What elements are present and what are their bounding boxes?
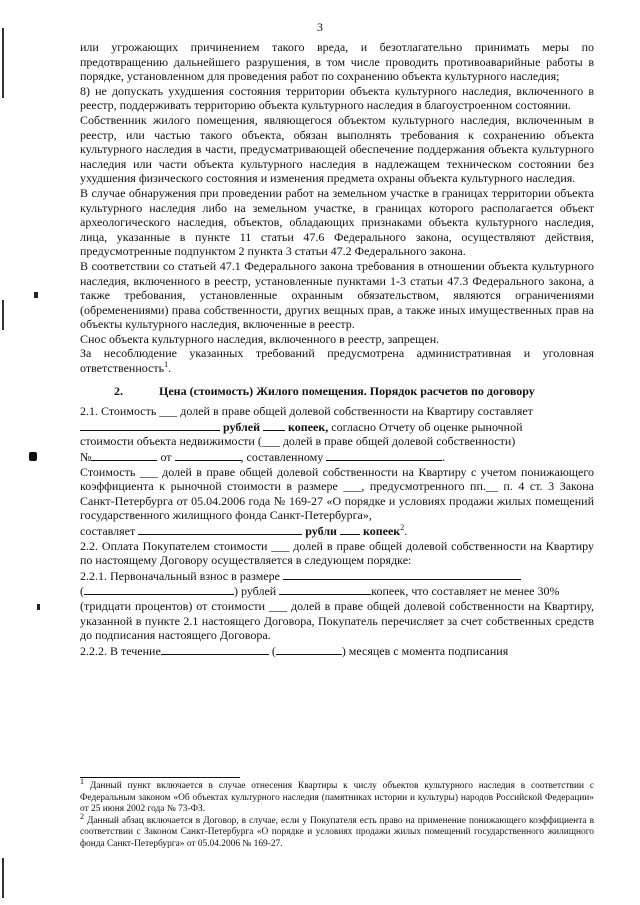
- page-number: 3: [317, 20, 323, 34]
- number-sign: №: [80, 450, 92, 465]
- clause-text: (тридцати процентов) от стоимости ___ долей в праве общей долевой собственности на Квартиру, указанной в пункте 2.1 настоящего Договора, Покупатель перечисляет за счет собственных средств до подписания настоящего Договора.: [80, 598, 594, 643]
- clause-text: стоимости объекта недвижимости (___ долей в праве общей долевой собственности): [80, 434, 516, 449]
- kopecks-label: копеек,: [288, 419, 329, 434]
- footnote-text: Данный пункт включается в случае отнесения Квартиры к числу объектов культурного наследия в соответствии с Федеральным законом «Об объектах культурного наследия (памятниках истории и культуры) народов Российской Федерации» от 25 июня 2002 года № 73-ФЗ.: [80, 781, 594, 815]
- clause-text: 2.2.1. Первоначальный взнос в размере: [80, 568, 280, 583]
- rubles-label: рублей: [223, 419, 261, 434]
- appraiser-blank: [326, 449, 442, 461]
- paragraph-text: За несоблюдение указанных требований предусмотрена административная и уголовная ответственность: [80, 346, 594, 376]
- section-title: Цена (стоимость) Жилого помещения. Порядок расчетов по договору: [159, 383, 535, 398]
- kop-blank: [340, 523, 360, 535]
- reduced-price-amount-line: составляет рубли копеек$^2$.: [80, 523, 408, 538]
- report-number-line: № от , составленному .: [80, 450, 446, 465]
- clause-text: составляет: [80, 524, 136, 538]
- from-label: от: [160, 450, 172, 465]
- clause-2-1: 2.1. Стоимость ___ долей в праве общей долевой собственности на Квартиру составляет: [80, 404, 533, 419]
- footnote-text: Данный абзац включается в Договор, в случае, если у Покупателя есть право на применение понижающего коэффициента в соответствии с Законом Санкт-Петербурга «О порядке и условиях продажи жилых помещений государственного жилищного фонда Санкт-Петербурга» от 05.04.2006 № 169-27.: [80, 815, 594, 849]
- scan-speck: [37, 604, 40, 610]
- composed-label: , составленному: [240, 450, 324, 465]
- report-date-blank: [175, 449, 241, 461]
- paragraph: В соответствии со статьей 47.1 Федерального закона требования в отношении объекта культурного наследия, включенного в реестр, установленные пунктами 1-3 статьи 47.3 Федерального закона, а также требования, установленные охранным обязательством, являются ограничениями (обременениями) права собственности, других вещных прав, а также иных имущественных прав на объекты культурного наследия, включенные в реестр.: [80, 258, 594, 332]
- period-blank: [161, 643, 269, 655]
- scan-edge-mark: [2, 300, 4, 330]
- clause-2-2-2: 2.2.2. В течение ( ) месяцев с момента подписания: [80, 643, 509, 658]
- kop-blank: [263, 419, 285, 431]
- footnotes: [80, 776, 594, 851]
- clause-2-2-1-amount-line: ( ) рублей копеек, что составляет не менее 30%: [80, 584, 560, 599]
- clause-text: 2.2.2. В течение: [80, 643, 161, 658]
- amount-blank: [80, 419, 220, 431]
- section-heading: [80, 384, 594, 399]
- document-body: [80, 40, 594, 658]
- paragraph: В случае обнаружения при проведении работ на земельном участке в границах территории объекта культурного наследия либо на земельном участке, в границах которого располагается объект археологического наследия, объектов, обладающих признаками объекта культурного наследия, лица, указанные в пункте 11 статьи 47.6 Федерального закона, осуществляют действия, предусмотренные подпунктом 2 пункта 3 статьи 47.2 Федерального закона.: [80, 185, 594, 259]
- footnote-number: 2: [80, 811, 84, 821]
- footnote-number: 1: [80, 776, 84, 786]
- clause-text: согласно Отчету об оценке рыночной: [331, 419, 523, 434]
- footnote-divider: [80, 777, 240, 778]
- clause-2-2: 2.2. Оплата Покупателем стоимости ___ долей в праве общей долевой собственности на Квартиру по настоящему Договору осуществляется в следующем порядке:: [80, 538, 594, 568]
- footnote: [80, 776, 594, 816]
- paragraph: Собственник жилого помещения, являющегося объектом культурного наследия, включенным в реестр, или частью такого объекта, обязан выполнять требования к сохранению объекта культурного наследия в части, предусматривающей обеспечение поддержания объекта культурного наследия или части объекта культурного наследия в надлежащем техническом состоянии без ухудшения физического состояния и изменения предмета охраны объекта культурного наследия.: [80, 112, 594, 186]
- period-words-blank: [276, 643, 342, 655]
- scan-edge-mark: [2, 858, 4, 898]
- clause-2-1-amount-line: [80, 419, 594, 435]
- footnote: [80, 811, 594, 851]
- paragraph: За несоблюдение указанных требований предусмотрена административная и уголовная ответственность$^1$.: [80, 346, 594, 376]
- down-payment-blank: [283, 568, 521, 580]
- paragraph: Снос объекта культурного наследия, включенного в реестр, запрещен.: [80, 331, 440, 346]
- reduced-amount-blank: [138, 523, 302, 535]
- clause-2-2-1: [80, 568, 594, 584]
- scan-speck: [34, 292, 38, 298]
- kopecks-label: копеек: [362, 524, 401, 538]
- rubles-label: рубли: [305, 524, 337, 538]
- footnote-ref: 2: [400, 523, 405, 532]
- reduced-price-paragraph: Стоимость ___ долей в праве общей долевой собственности на Квартиру с учетом понижающего коэффициента к рыночной стоимости в размере ___, предусмотренного пп.__ п. 4 ст. 3 Закона Санкт-Петербурга от 05.04.2006 года № 169-27 «О порядке и условиях продажи жилых помещений государственного жилищного фонда Санкт-Петербурга»,: [80, 464, 594, 523]
- amount-words-blank: [84, 583, 234, 595]
- report-number-blank: [91, 449, 157, 461]
- kop-blank: [279, 583, 371, 595]
- paragraph: 8) не допускать ухудшения состояния территории объекта культурного наследия, включенного в реестр, поддерживать территорию объекта культурного наследия в благоустроенном состоянии.: [80, 83, 594, 113]
- scan-speck: [29, 452, 37, 461]
- scan-edge-mark: [2, 28, 4, 98]
- footnote-ref: 1: [164, 360, 169, 370]
- section-number: 2.: [114, 383, 123, 398]
- paragraph: или угрожающих причинением такого вреда, и безотлагательно принимать меры по предотвращению дальнейшего разрушения, в том числе проводить противоаварийные работы в порядке, установленном для проведения работ по сохранению объекта культурного наследия;: [80, 40, 594, 84]
